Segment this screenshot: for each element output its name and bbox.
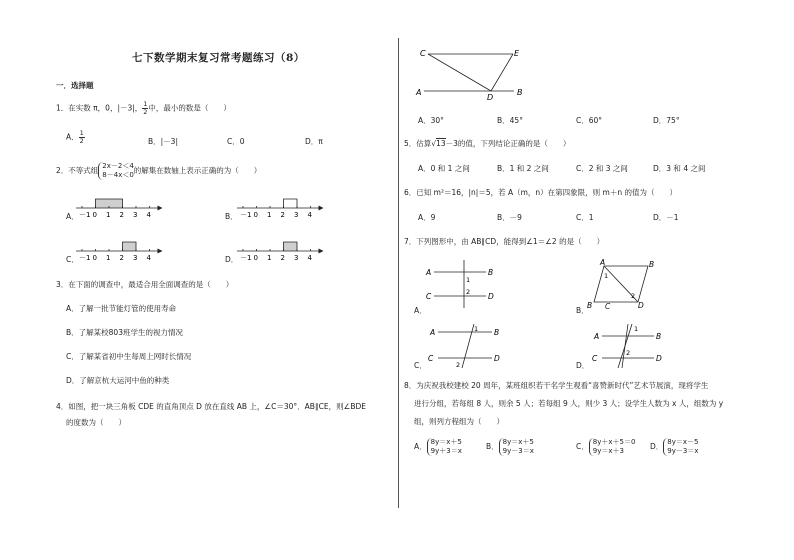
q2-option-b-label[interactable]: B．	[225, 212, 238, 221]
question-8-line-2: 进行分组，若每组 8 人，则余 5 人；若每组 9 人，则少 3 人；设学生人数为 x 人，组数为 y	[414, 399, 724, 408]
q8-option-a-system	[427, 438, 462, 456]
q8-c-eq-1: 8y＋x＋5＝0	[592, 438, 636, 446]
sqrt-icon: √	[431, 139, 437, 148]
tick-label: 4	[307, 254, 312, 262]
q7d-transversal-2	[622, 324, 631, 368]
q6-option-b[interactable]: B．－9	[497, 213, 522, 222]
column-divider	[398, 38, 399, 508]
q8-b-eq-1: 8y＝x＋5	[502, 438, 534, 446]
q6-option-c[interactable]: C．1	[576, 213, 594, 222]
q7d-angle-1: 1	[634, 325, 639, 333]
q7c-label-c: C	[428, 354, 434, 363]
q5-option-c[interactable]: C．2 和 3 之间	[576, 164, 628, 173]
q1-option-a-label: A．	[66, 132, 79, 142]
q7b-label-c: C	[605, 302, 611, 311]
q8-option-d-system	[663, 438, 698, 456]
shaded-solution-region	[123, 242, 137, 251]
tick-label: －1	[79, 254, 91, 262]
q7a-angle-2: 2	[466, 288, 471, 296]
tick-label: 4	[146, 211, 151, 219]
tick-label: 3	[133, 211, 138, 219]
q8-c-eq-2: 9y＝x＋3	[592, 447, 624, 455]
q7c-angle-1: 1	[474, 325, 479, 333]
question-2-stem	[56, 162, 261, 180]
tick-label: 0	[92, 254, 97, 262]
q7b-label-b-bottom: B	[587, 301, 593, 308]
q7d-label-d: D	[656, 354, 662, 363]
q3-option-c[interactable]: C．了解某省初中生每周上网时长情况	[66, 352, 192, 361]
q2-option-d-label[interactable]: D．	[225, 255, 239, 264]
q7c-label-d: D	[494, 354, 500, 363]
question-8-line-1: 8．为庆祝我校建校 20 周年，某班组织若干名学生观看“喜赞新时代”艺术节展演，现将学生	[404, 381, 709, 390]
q8-d-eq-2: 9y－3＝x	[667, 447, 699, 455]
solution-bracket	[284, 199, 298, 208]
q7b-label-b: B	[649, 260, 655, 269]
q8-option-b-label: B．	[486, 442, 499, 451]
tick-label: －1	[240, 211, 252, 219]
q7-figure-d	[588, 322, 668, 370]
q7c-angle-2: 2	[456, 361, 461, 369]
q2-number-line-b	[235, 190, 335, 222]
q7a-label-a: A	[426, 268, 432, 277]
question-8-line-3: 组，则列方程组为（ ）	[414, 417, 504, 426]
q5-option-a[interactable]: A．0 和 1 之间	[418, 164, 470, 173]
tick-label: 2	[280, 211, 285, 219]
q7-option-d[interactable]: D．	[576, 361, 590, 370]
arrow-right-icon	[319, 206, 324, 211]
q2-inequality-system	[98, 162, 134, 180]
q1-frac-denominator: 2	[143, 108, 148, 116]
q4-option-c[interactable]: C．60°	[576, 116, 603, 125]
q6-option-a[interactable]: A．9	[418, 213, 436, 222]
q8-option-d-label: D．	[650, 442, 664, 451]
q8-b-eq-2: 9y－3＝x	[502, 447, 534, 455]
q7-option-b[interactable]: B．	[576, 306, 589, 315]
q4-label-c: C	[420, 49, 426, 58]
q7-option-a[interactable]: A．	[414, 306, 427, 315]
tick-label: 3	[133, 254, 138, 262]
q1-frac-numerator: 1	[143, 100, 148, 108]
q8-option-c-label: C．	[576, 442, 589, 451]
q8-a-eq-1: 8y＝x＋5	[430, 438, 462, 446]
question-6-stem: 6．已知 m²＝16，|n|＝5，若 A（m，n）在第四象限，则 m＋n 的值为（ ）	[404, 188, 677, 197]
q7d-angle-2: 2	[626, 349, 631, 357]
tick-label: 4	[146, 254, 151, 262]
q7-figure-c	[424, 322, 504, 370]
tick-label: 2	[119, 211, 124, 219]
q2-number-line-a	[74, 190, 174, 222]
q7-figure-b	[582, 258, 662, 308]
q3-option-d[interactable]: D．了解京杭大运河中鱼的种类	[66, 376, 170, 385]
q2-inequality-2: 8－4x＜0	[102, 171, 134, 179]
q5-radicand: 13	[436, 139, 446, 148]
q7b-angle-2: 2	[631, 292, 636, 300]
tick-label: 3	[294, 211, 299, 219]
tick-label: 2	[280, 254, 285, 262]
q4-option-a[interactable]: A．30°	[418, 116, 444, 125]
tick-label: 4	[307, 211, 312, 219]
q4-line-cd	[428, 54, 491, 91]
q8-option-c-system	[589, 438, 636, 456]
shaded-solution-region	[284, 242, 298, 251]
tick-label: 1	[267, 211, 272, 219]
q1-option-d[interactable]: D．π	[305, 137, 323, 146]
q1-opt-a-numerator: 1	[79, 129, 84, 137]
q1-option-a[interactable]	[66, 130, 85, 145]
tick-label: 1	[106, 254, 111, 262]
q1-option-c[interactable]: C．0	[227, 137, 245, 146]
q4-line-ed	[491, 54, 513, 91]
q4-option-d[interactable]: D．75°	[653, 116, 680, 125]
tick-label: 1	[267, 254, 272, 262]
q2-stem-part-a: 2．不等式组	[56, 166, 99, 175]
question-4-line-2: 的度数为（ ）	[66, 418, 126, 427]
question-4-line-1: 4．如图，把一块三角板 CDE 的直角顶点 D 放在直线 AB 上，∠C＝30°．AB∥CE，则∠BDE	[56, 402, 367, 411]
question-3-stem: 3．在下面的调查中，最适合用全面调查的是（ ）	[56, 280, 234, 289]
q8-option-a[interactable]	[414, 438, 462, 456]
tick-label: －1	[240, 254, 252, 262]
question-5-stem	[404, 138, 570, 149]
q1-stem-part-b: 中，最小的数是（ ）	[148, 103, 231, 113]
tick-label: 2	[119, 254, 124, 262]
q7d-label-c: C	[592, 354, 598, 363]
q7a-label-d: D	[488, 292, 494, 301]
q2-inequality-1: 2x－2＜4	[102, 162, 134, 170]
q7a-angle-1: 1	[466, 276, 471, 284]
q2-stem-part-b: 的解集在数轴上表示正确的为（ ）	[133, 166, 262, 175]
q7c-transversal	[462, 324, 474, 368]
question-1-stem	[56, 101, 231, 116]
q7a-label-b: B	[488, 268, 494, 277]
tick-label: 0	[253, 254, 258, 262]
q4-label-b: B	[517, 88, 523, 97]
q8-option-c[interactable]	[576, 438, 635, 456]
q8-option-b-system	[499, 438, 534, 456]
q8-d-eq-1: 8y＝x－5	[667, 438, 699, 446]
q2-number-line-d	[235, 233, 335, 265]
q2-option-c-label[interactable]: C．	[66, 255, 79, 264]
q4-label-a: A	[416, 88, 422, 97]
q7d-label-a: A	[594, 332, 600, 341]
q4-option-b[interactable]: B．45°	[497, 116, 523, 125]
q8-a-eq-2: 9y＋3＝x	[430, 447, 462, 455]
q5-option-b[interactable]: B．1 和 2 之间	[497, 164, 549, 173]
q8-option-b[interactable]	[486, 438, 534, 456]
q1-opt-a-denominator: 2	[79, 137, 84, 145]
q4-label-e: E	[514, 49, 520, 58]
arrow-right-icon	[158, 249, 163, 254]
q8-option-d[interactable]	[650, 438, 698, 456]
q7b-angle-1: 1	[604, 272, 609, 280]
q1-option-a-fraction	[79, 130, 85, 145]
q4-triangle-figure	[414, 44, 534, 102]
q3-option-b[interactable]: B．了解某校803班学生的视力情况	[66, 328, 183, 337]
q6-option-d[interactable]: D．－1	[653, 213, 679, 222]
q2-number-line-c	[74, 233, 174, 265]
section-heading: 一．选择题	[56, 81, 94, 90]
q2-option-a-label[interactable]: A．	[66, 212, 79, 221]
q7d-label-b: B	[656, 332, 662, 341]
q7a-label-c: C	[426, 292, 432, 301]
q7-figure-a	[420, 258, 500, 308]
q1-option-b[interactable]: B．|－3|	[148, 137, 178, 146]
q1-stem-part-a: 1．在实数 π，0，|－3|，	[56, 103, 143, 113]
question-7-stem: 7．下列图形中，由 AB∥CD，能得到∠1＝∠2 的是（ ）	[404, 237, 605, 246]
q5-stem-part-a: 5．估算	[404, 139, 432, 148]
q7-option-c[interactable]: C．	[414, 361, 427, 370]
q7b-label-d: D	[638, 301, 644, 308]
q8-option-a-label: A．	[414, 442, 427, 451]
arrow-right-icon	[158, 206, 163, 211]
tick-label: －1	[79, 211, 91, 219]
q5-option-d[interactable]: D．3 和 4 之间	[653, 164, 706, 173]
q7c-label-a: A	[430, 328, 436, 337]
tick-label: 0	[92, 211, 97, 219]
q4-label-d: D	[487, 93, 494, 102]
page-title: 七下数学期末复习常考题练习（8）	[132, 52, 305, 64]
q7b-label-a: A	[600, 258, 606, 267]
tick-label: 3	[294, 254, 299, 262]
arrow-right-icon	[319, 249, 324, 254]
q5-stem-part-b: －3的值，下列结论正确的是（ ）	[445, 139, 571, 148]
tick-label: 0	[253, 211, 258, 219]
q3-option-a[interactable]: A．了解一批节能灯管的使用寿命	[66, 304, 177, 313]
q7c-label-b: B	[494, 328, 500, 337]
tick-label: 1	[106, 211, 111, 219]
